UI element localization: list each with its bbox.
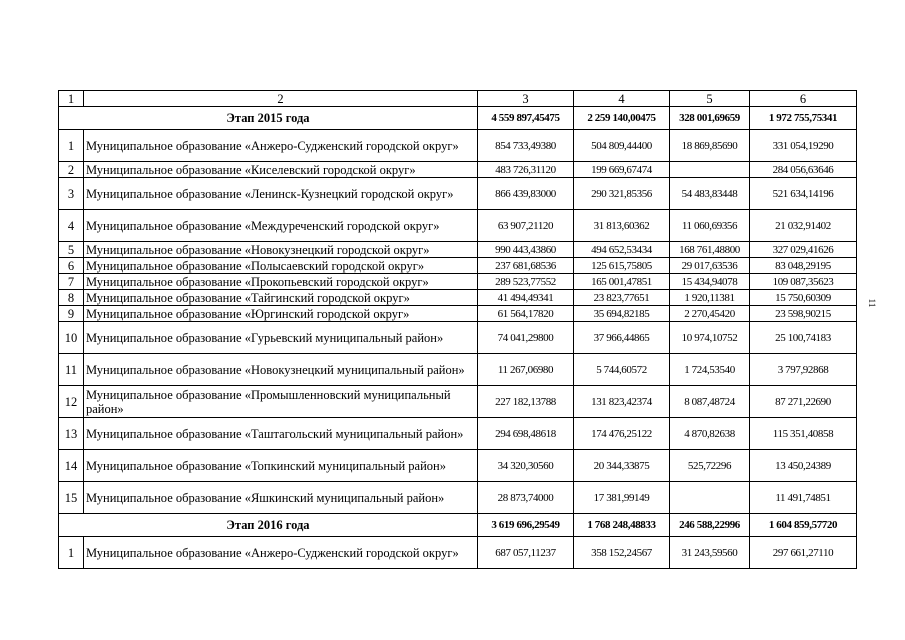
table-row bbox=[59, 537, 857, 569]
row-number: 4 bbox=[59, 210, 84, 242]
value-cell-4: 199 669,67474 bbox=[574, 162, 670, 178]
header-cell: 1 bbox=[59, 91, 84, 107]
value-cell-6: 87 271,22690 bbox=[750, 386, 857, 418]
value-cell-3: 483 726,31120 bbox=[478, 162, 574, 178]
value-cell-6: 331 054,19290 bbox=[750, 130, 857, 162]
value-cell-5: 11 060,69356 bbox=[670, 210, 750, 242]
value-cell-5: 15 434,94078 bbox=[670, 274, 750, 290]
value-cell-4: 174 476,25122 bbox=[574, 418, 670, 450]
municipality-name: Муниципальное образование «Ленинск-Кузнецкий городской округ» bbox=[84, 178, 478, 210]
value-cell-3: 3 619 696,29549 bbox=[478, 514, 574, 537]
value-cell-3: 63 907,21120 bbox=[478, 210, 574, 242]
row-number: 3 bbox=[59, 178, 84, 210]
value-cell-4: 358 152,24567 bbox=[574, 537, 670, 569]
row-number: 8 bbox=[59, 290, 84, 306]
value-cell-4: 37 966,44865 bbox=[574, 322, 670, 354]
value-cell-3: 4 559 897,45475 bbox=[478, 107, 574, 130]
municipality-name: Муниципальное образование «Прокопьевский городской округ» bbox=[84, 274, 478, 290]
value-cell-4: 131 823,42374 bbox=[574, 386, 670, 418]
row-number: 15 bbox=[59, 482, 84, 514]
value-cell-6: 25 100,74183 bbox=[750, 322, 857, 354]
value-cell-6: 21 032,91402 bbox=[750, 210, 857, 242]
page-number: 11 bbox=[867, 298, 877, 308]
row-number: 10 bbox=[59, 322, 84, 354]
header-cell: 2 bbox=[84, 91, 478, 107]
table-row bbox=[59, 450, 857, 482]
value-cell-3: 866 439,83000 bbox=[478, 178, 574, 210]
value-cell-6: 115 351,40858 bbox=[750, 418, 857, 450]
stage-label: Этап 2015 года bbox=[59, 107, 478, 130]
value-cell-3: 294 698,48618 bbox=[478, 418, 574, 450]
row-number: 9 bbox=[59, 306, 84, 322]
value-cell-4: 20 344,33875 bbox=[574, 450, 670, 482]
value-cell-5: 29 017,63536 bbox=[670, 258, 750, 274]
value-cell-4: 125 615,75805 bbox=[574, 258, 670, 274]
table-row bbox=[59, 386, 857, 418]
value-cell-6: 83 048,29195 bbox=[750, 258, 857, 274]
value-cell-5: 525,72296 bbox=[670, 450, 750, 482]
value-cell-3: 990 443,43860 bbox=[478, 242, 574, 258]
row-number: 1 bbox=[59, 537, 84, 569]
value-cell-4: 17 381,99149 bbox=[574, 482, 670, 514]
table-row bbox=[59, 210, 857, 242]
municipality-name: Муниципальное образование «Новокузнецкий муниципальный район» bbox=[84, 354, 478, 386]
value-cell-3: 34 320,30560 bbox=[478, 450, 574, 482]
municipality-name: Муниципальное образование «Полысаевский городской округ» bbox=[84, 258, 478, 274]
table-row bbox=[59, 130, 857, 162]
table-row bbox=[59, 418, 857, 450]
row-number: 11 bbox=[59, 354, 84, 386]
value-cell-4: 1 768 248,48833 bbox=[574, 514, 670, 537]
value-cell-4: 35 694,82185 bbox=[574, 306, 670, 322]
value-cell-6: 284 056,63646 bbox=[750, 162, 857, 178]
table-row bbox=[59, 306, 857, 322]
row-number: 14 bbox=[59, 450, 84, 482]
municipality-name: Муниципальное образование «Промышленновский муниципальный район» bbox=[84, 386, 478, 418]
municipality-name: Муниципальное образование «Юргинский городской округ» bbox=[84, 306, 478, 322]
value-cell-5: 8 087,48724 bbox=[670, 386, 750, 418]
value-cell-5: 328 001,69659 bbox=[670, 107, 750, 130]
row-number: 7 bbox=[59, 274, 84, 290]
value-cell-5: 1 724,53540 bbox=[670, 354, 750, 386]
municipality-name: Муниципальное образование «Киселевский городской округ» bbox=[84, 162, 478, 178]
table-row bbox=[59, 258, 857, 274]
header-row bbox=[59, 91, 857, 107]
value-cell-6: 1 972 755,75341 bbox=[750, 107, 857, 130]
value-cell-3: 11 267,06980 bbox=[478, 354, 574, 386]
table-row bbox=[59, 482, 857, 514]
value-cell-3: 687 057,11237 bbox=[478, 537, 574, 569]
value-cell-5: 168 761,48800 bbox=[670, 242, 750, 258]
value-cell-3: 74 041,29800 bbox=[478, 322, 574, 354]
header-cell: 3 bbox=[478, 91, 574, 107]
value-cell-6: 1 604 859,57720 bbox=[750, 514, 857, 537]
stage-label: Этап 2016 года bbox=[59, 514, 478, 537]
table-row bbox=[59, 354, 857, 386]
value-cell-6: 109 087,35623 bbox=[750, 274, 857, 290]
value-cell-6: 15 750,60309 bbox=[750, 290, 857, 306]
value-cell-6: 3 797,92868 bbox=[750, 354, 857, 386]
table-row bbox=[59, 178, 857, 210]
value-cell-4: 165 001,47851 bbox=[574, 274, 670, 290]
municipality-name: Муниципальное образование «Анжеро-Судженский городской округ» bbox=[84, 130, 478, 162]
row-number: 13 bbox=[59, 418, 84, 450]
table-row bbox=[59, 274, 857, 290]
value-cell-5: 31 243,59560 bbox=[670, 537, 750, 569]
value-cell-4: 23 823,77651 bbox=[574, 290, 670, 306]
row-number: 5 bbox=[59, 242, 84, 258]
value-cell-5: 2 270,45420 bbox=[670, 306, 750, 322]
value-cell-3: 237 681,68536 bbox=[478, 258, 574, 274]
value-cell-5 bbox=[670, 482, 750, 514]
value-cell-4: 2 259 140,00475 bbox=[574, 107, 670, 130]
municipality-name: Муниципальное образование «Тайгинский городской округ» bbox=[84, 290, 478, 306]
stage-row bbox=[59, 107, 857, 130]
value-cell-3: 289 523,77552 bbox=[478, 274, 574, 290]
value-cell-6: 11 491,74851 bbox=[750, 482, 857, 514]
value-cell-6: 23 598,90215 bbox=[750, 306, 857, 322]
row-number: 12 bbox=[59, 386, 84, 418]
stage-row bbox=[59, 514, 857, 537]
value-cell-4: 290 321,85356 bbox=[574, 178, 670, 210]
header-cell: 6 bbox=[750, 91, 857, 107]
value-cell-3: 227 182,13788 bbox=[478, 386, 574, 418]
value-cell-3: 41 494,49341 bbox=[478, 290, 574, 306]
value-cell-5: 18 869,85690 bbox=[670, 130, 750, 162]
municipality-name: Муниципальное образование «Таштагольский муниципальный район» bbox=[84, 418, 478, 450]
value-cell-5: 246 588,22996 bbox=[670, 514, 750, 537]
value-cell-3: 61 564,17820 bbox=[478, 306, 574, 322]
value-cell-5: 1 920,11381 bbox=[670, 290, 750, 306]
value-cell-6: 327 029,41626 bbox=[750, 242, 857, 258]
value-cell-3: 854 733,49380 bbox=[478, 130, 574, 162]
value-cell-5: 4 870,82638 bbox=[670, 418, 750, 450]
value-cell-5: 54 483,83448 bbox=[670, 178, 750, 210]
row-number: 2 bbox=[59, 162, 84, 178]
row-number: 6 bbox=[59, 258, 84, 274]
value-cell-4: 494 652,53434 bbox=[574, 242, 670, 258]
municipality-name: Муниципальное образование «Новокузнецкий городской округ» bbox=[84, 242, 478, 258]
value-cell-6: 13 450,24389 bbox=[750, 450, 857, 482]
value-cell-6: 297 661,27110 bbox=[750, 537, 857, 569]
value-cell-3: 28 873,74000 bbox=[478, 482, 574, 514]
table-row bbox=[59, 242, 857, 258]
table-row bbox=[59, 290, 857, 306]
value-cell-4: 31 813,60362 bbox=[574, 210, 670, 242]
value-cell-6: 521 634,14196 bbox=[750, 178, 857, 210]
municipality-name: Муниципальное образование «Яшкинский муниципальный район» bbox=[84, 482, 478, 514]
table-row bbox=[59, 162, 857, 178]
table-row bbox=[59, 322, 857, 354]
data-table bbox=[58, 90, 857, 569]
row-number: 1 bbox=[59, 130, 84, 162]
value-cell-4: 5 744,60572 bbox=[574, 354, 670, 386]
municipality-name: Муниципальное образование «Гурьевский муниципальный район» bbox=[84, 322, 478, 354]
municipality-name: Муниципальное образование «Топкинский муниципальный район» bbox=[84, 450, 478, 482]
header-cell: 5 bbox=[670, 91, 750, 107]
value-cell-5 bbox=[670, 162, 750, 178]
header-cell: 4 bbox=[574, 91, 670, 107]
municipality-name: Муниципальное образование «Анжеро-Судженский городской округ» bbox=[84, 537, 478, 569]
value-cell-5: 10 974,10752 bbox=[670, 322, 750, 354]
municipality-name: Муниципальное образование «Междуреченский городской округ» bbox=[84, 210, 478, 242]
value-cell-4: 504 809,44400 bbox=[574, 130, 670, 162]
